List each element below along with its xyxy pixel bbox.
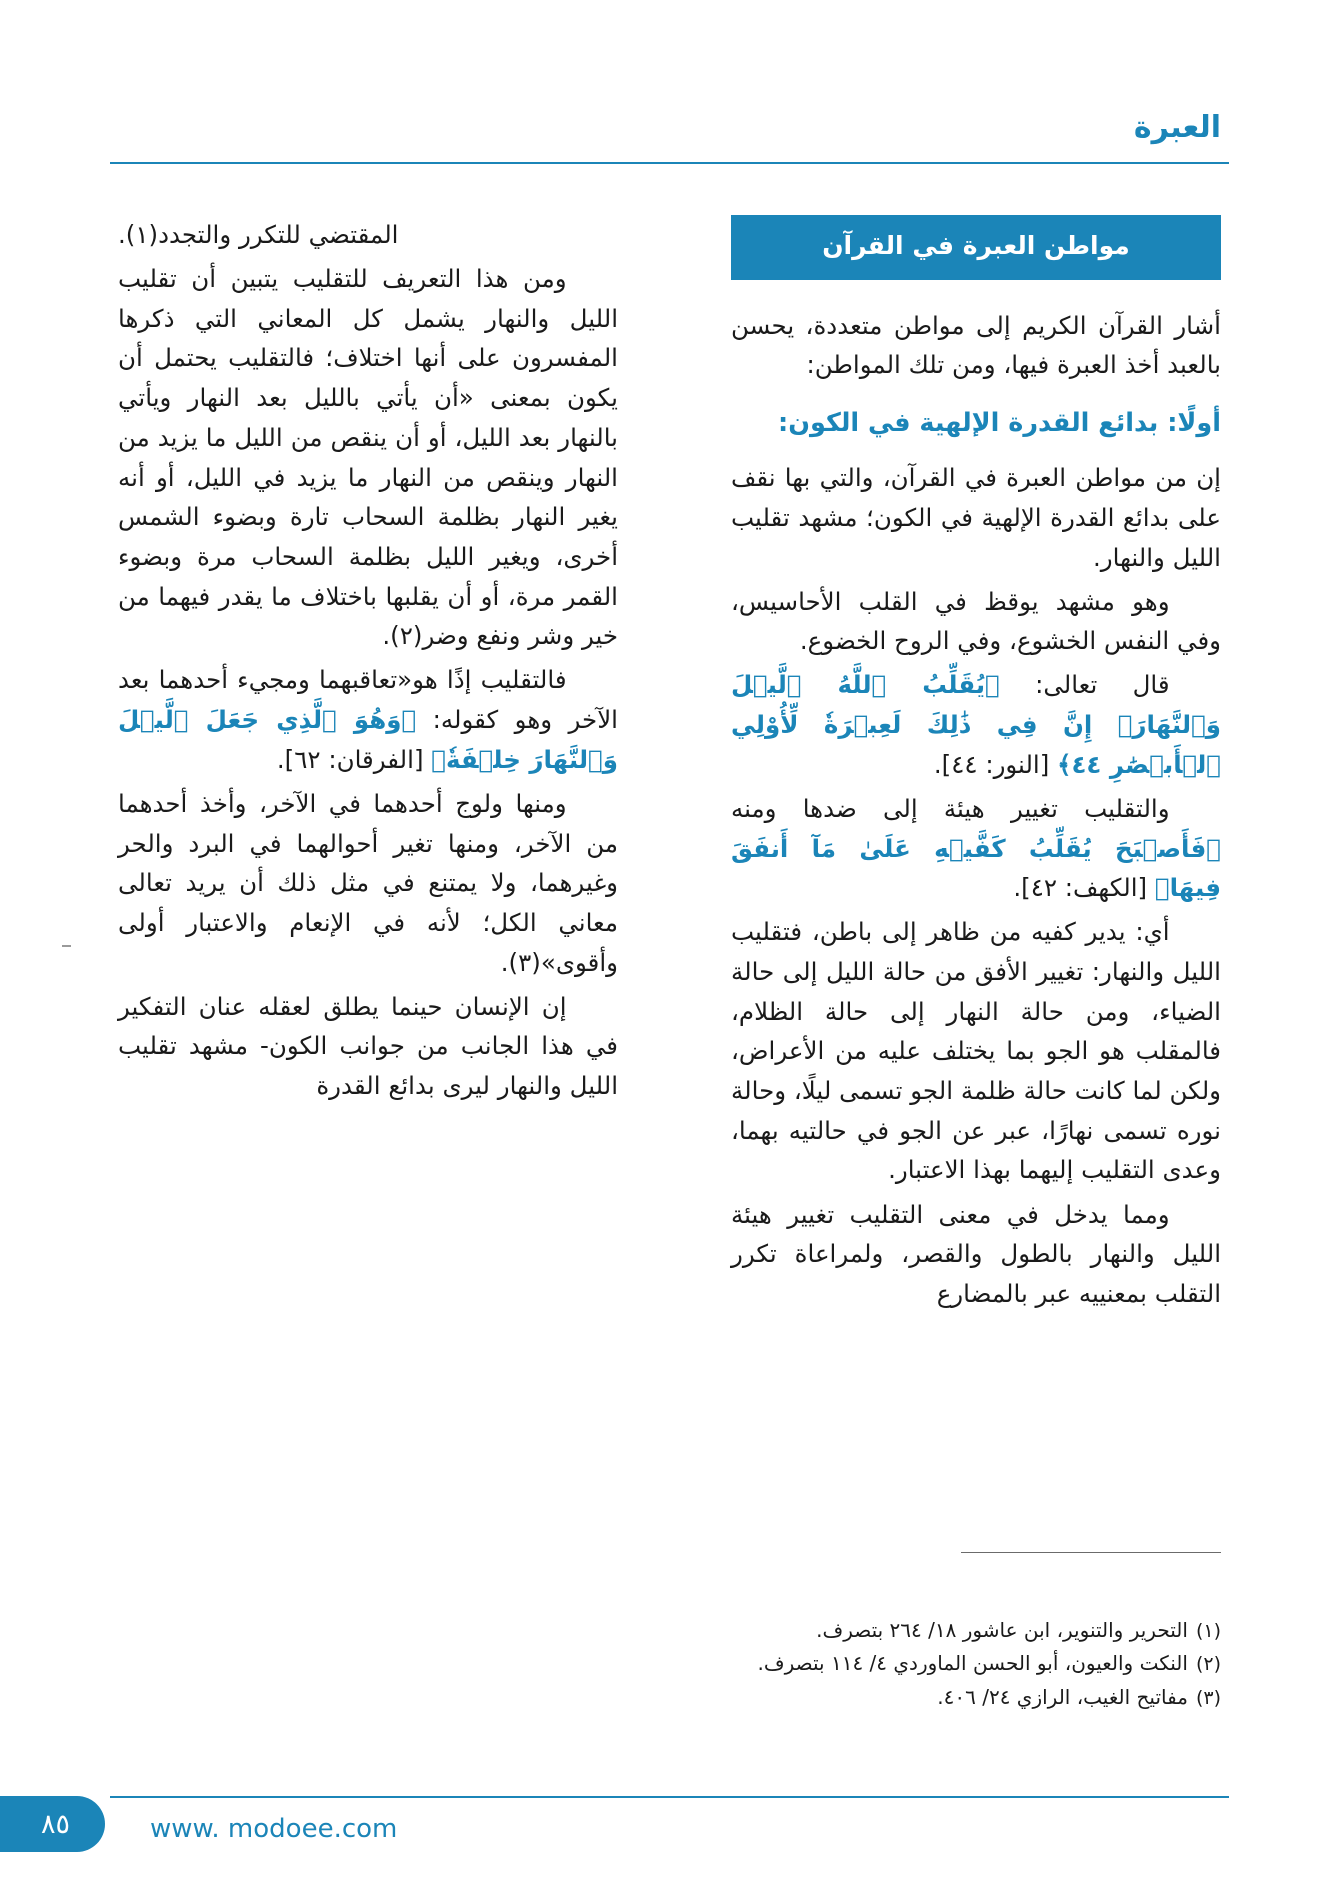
header-divider <box>110 162 1229 164</box>
footnote-item <box>729 1648 1221 1679</box>
paragraph-2: إن من مواطن العبرة في القرآن، والتي بها نقف على بدائع القدرة الإلهية في الكون؛ مشهد تقليب الليل والنهار. <box>731 463 1221 572</box>
margin-tick <box>62 945 71 947</box>
verse-lead-in-2: والتقليب تغيير هيئة إلى ضدها ومنه <box>731 793 1170 823</box>
section-banner: مواطن العبرة في القرآن <box>731 215 1221 280</box>
footnote-item <box>729 1615 1221 1646</box>
paragraph-7: ومما يدخل في معنى التقليب تغيير هيئة الليل والنهار بالطول والقصر، ولمراعاة تكرر التقلب بمعنييه عبر بالمضارع <box>731 1199 1221 1308</box>
subsection-heading: أولًا: بدائع القدرة الإلهية في الكون: <box>778 407 1221 438</box>
verse-reference-furqan: [الفرقان: ٦٢]. <box>276 744 424 774</box>
paragraph-l3 <box>118 660 618 779</box>
right-text-column <box>731 215 1221 1318</box>
footnote-item <box>729 1682 1221 1713</box>
paragraph-5 <box>731 789 1221 908</box>
website-url[interactable]: www. modoee.com <box>150 1814 398 1844</box>
footnote-number: (١) <box>1195 1619 1221 1642</box>
paragraph-3: وهو مشهد يوقظ في القلب الأحاسيس، وفي النفس الخشوع، وفي الروح الخضوع. <box>731 586 1221 656</box>
left-text-column <box>118 215 618 1110</box>
quran-verse-nur: ﴿يُقَلِّبُ ٱللَّهُ ٱلَّيۡلَ وَٱلنَّهَارَۚ إِنَّ فِي ذَٰلِكَ لَعِبۡرَةٗ لِّأُوْلِي ٱلۡأَبۡصَٰرِ ٤٤﴾ <box>731 670 1221 779</box>
footnote-text: التحرير والتنوير، ابن عاشور ١٨/ ٢٦٤ بتصرف. <box>816 1617 1188 1642</box>
verse-reference-nur: [النور: ٤٤]. <box>933 749 1050 779</box>
page-header-title: العبرة <box>1133 110 1221 145</box>
paragraph-continuation: المقتضي للتكرر والتجدد(١). <box>118 220 399 249</box>
footnote-text: النكت والعيون، أبو الحسن الماوردي ٤/ ١١٤ بتصرف. <box>757 1651 1188 1676</box>
footnote-number: (٣) <box>1195 1686 1221 1709</box>
quran-verse-furqan: ﴿وَهُوَ ٱلَّذِي جَعَلَ ٱلَّيۡلَ وَٱلنَّهَارَ خِلۡفَةٗ﴾ <box>118 705 618 774</box>
footnotes-block <box>729 1615 1221 1715</box>
verse-reference-kahf: [الكهف: ٤٢]. <box>1013 873 1148 903</box>
verse-lead-in-3: فالتقليب إذًا هو«تعاقبهما ومجيء أحدهما بعد الآخر وهو كقوله: <box>118 665 618 735</box>
footnote-number: (٢) <box>1195 1653 1221 1676</box>
page-number-badge: ٨٥ <box>0 1796 105 1852</box>
verse-lead-in: قال تعالى: <box>1035 670 1170 700</box>
paragraph-intro: أشار القرآن الكريم إلى مواطن متعددة، يحسن بالعبد أخذ العبرة فيها، ومن تلك المواطن: <box>731 310 1221 380</box>
paragraph-6: أي: يدير كفيه من ظاهر إلى باطن، فتقليب الليل والنهار: تغيير الأفق من حالة الليل إلى حالة الضياء، ومن حالة النهار إلى حالة الظلام، فالمقلب هو الجو بما يختلف عليه من الأعراض، ولكن لما كانت حالة ظلمة الجو تسمى ليلًا، وحالة نوره تسمى نهارًا، عبر عن الجو في حالتيه بهما، وعدى التقليب إليهما بهذا الاعتبار. <box>731 917 1221 1185</box>
paragraph-l4: ومنها ولوج أحدهما في الآخر، وأخذ أحدهما من الآخر، ومنها تغير أحوالهما في البرد والحر وغيرهما، ولا يمتنع في مثل ذلك أن يريد تعالى معاني الكل؛ لأنه في الإنعام والاعتبار أولى وأقوى»(٣). <box>118 788 618 977</box>
paragraph-l5: إن الإنسان حينما يطلق لعقله عنان التفكير في هذا الجانب من جوانب الكون- مشهد تقليب الليل والنهار ليرى بدائع القدرة <box>118 991 618 1101</box>
paragraph-l2: ومن هذا التعريف للتقليب يتبين أن تقليب الليل والنهار يشمل كل المعاني التي ذكرها المفسرون على أنها اختلاف؛ فالتقليب يحتمل أن يكون بمعنى «أن يأتي بالليل بعد النهار ويأتي بالنهار بعد الليل، أو أن ينقص من الليل ما يزيد من النهار وينقص من النهار ما يزيد في الليل، أو أنه يغير النهار بظلمة السحاب تارة وبضوء الشمس أخرى، ويغير الليل بظلمة السحاب مرة وبضوء القمر مرة، أو أن يقلبها باختلاف ما يقدر فيهما من خير وشر ونفع وضر(٢). <box>118 264 618 651</box>
paragraph-4 <box>731 665 1221 784</box>
footer-divider <box>110 1796 1229 1798</box>
quran-verse-kahf: ﴿فَأَصۡبَحَ يُقَلِّبُ كَفَّيۡهِ عَلَىٰ مَآ أَنفَقَ فِيهَا﴾ <box>731 833 1221 903</box>
footnote-text: مفاتيح الغيب، الرازي ٢٤/ ٤٠٦. <box>937 1684 1188 1709</box>
footnote-separator <box>961 1552 1221 1553</box>
